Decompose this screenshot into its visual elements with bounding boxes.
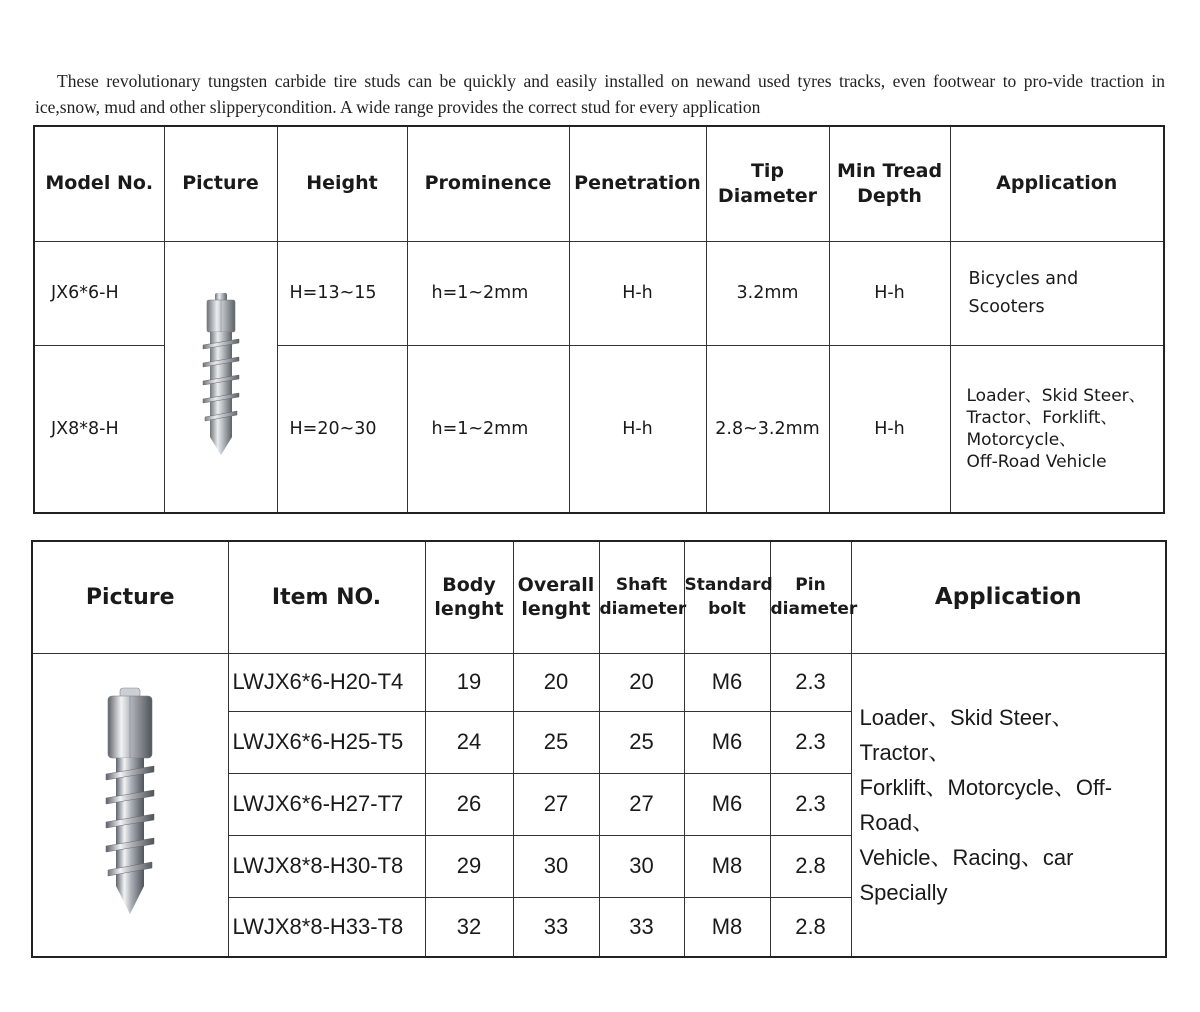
item-no-cell: LWJX8*8-H30-T8 — [228, 835, 425, 897]
standard-bolt-cell: M8 — [684, 897, 770, 957]
shaft-diameter-cell: 20 — [599, 653, 684, 711]
header-standard-bolt: Standard bolt — [684, 541, 770, 653]
application-cell: Loader、Skid Steer、 Tractor、Forklift、 Motorcycle、 Off-Road Vehicle — [950, 345, 1164, 513]
body-length-cell: 26 — [425, 773, 513, 835]
overall-length-cell: 27 — [513, 773, 599, 835]
shaft-diameter-cell: 25 — [599, 711, 684, 773]
header-picture: Picture — [164, 126, 277, 241]
standard-bolt-cell: M8 — [684, 835, 770, 897]
standard-bolt-cell: M6 — [684, 653, 770, 711]
table-row — [34, 241, 1164, 345]
pin-diameter-cell: 2.3 — [770, 653, 851, 711]
header-overall-length: Overall lenght — [513, 541, 599, 653]
body-length-cell: 29 — [425, 835, 513, 897]
tip-diameter-cell: 3.2mm — [706, 241, 829, 345]
overall-length-cell: 33 — [513, 897, 599, 957]
body-length-cell: 32 — [425, 897, 513, 957]
intro-paragraph: These revolutionary tungsten carbide tire studs can be quickly and easily installed on newand used tyres tracks, even footwear to pro-vide traction in ice,snow, mud and other slipperycondition. A wide range provides the correct stud for every application — [35, 70, 1165, 117]
item-no-cell: LWJX6*6-H25-T5 — [228, 711, 425, 773]
shaft-diameter-cell: 27 — [599, 773, 684, 835]
table1-header-row — [34, 126, 1164, 241]
item-no-cell: LWJX6*6-H20-T4 — [228, 653, 425, 711]
header-item-no: Item NO. — [228, 541, 425, 653]
height-cell: H=20~30 — [277, 345, 407, 513]
standard-bolt-cell: M6 — [684, 711, 770, 773]
header-application: Application — [851, 541, 1166, 653]
body-length-cell: 19 — [425, 653, 513, 711]
table2-header-row — [32, 541, 1166, 653]
table-row — [32, 653, 1166, 711]
item-no-cell: LWJX8*8-H33-T8 — [228, 897, 425, 957]
pin-diameter-cell: 2.3 — [770, 711, 851, 773]
application-cell: Loader、Skid Steer、Tractor、 Forklift、Motorcycle、Off-Road、 Vehicle、Racing、car Specially — [851, 653, 1166, 957]
header-penetration: Penetration — [569, 126, 706, 241]
header-body-length: Body lenght — [425, 541, 513, 653]
header-height: Height — [277, 126, 407, 241]
stud-spec-table — [33, 125, 1165, 514]
tread-depth-cell: H-h — [829, 345, 950, 513]
picture-cell — [32, 653, 228, 957]
header-prominence: Prominence — [407, 126, 569, 241]
tire-stud-large-icon — [90, 682, 170, 922]
header-min-tread-depth: Min Tread Depth — [829, 126, 950, 241]
prominence-cell: h=1~2mm — [407, 241, 569, 345]
model-cell: JX6*6-H — [34, 241, 164, 345]
overall-length-cell: 20 — [513, 653, 599, 711]
pin-diameter-cell: 2.3 — [770, 773, 851, 835]
picture-cell — [164, 241, 277, 513]
header-model: Model No. — [34, 126, 164, 241]
penetration-cell: H-h — [569, 241, 706, 345]
pin-diameter-cell: 2.8 — [770, 835, 851, 897]
penetration-cell: H-h — [569, 345, 706, 513]
body-length-cell: 24 — [425, 711, 513, 773]
standard-bolt-cell: M6 — [684, 773, 770, 835]
header-picture: Picture — [32, 541, 228, 653]
overall-length-cell: 25 — [513, 711, 599, 773]
tire-stud-small-icon — [191, 289, 251, 459]
header-pin-diameter: Pin diameter — [770, 541, 851, 653]
height-cell: H=13~15 — [277, 241, 407, 345]
tip-diameter-cell: 2.8~3.2mm — [706, 345, 829, 513]
header-application: Application — [950, 126, 1164, 241]
item-no-cell: LWJX6*6-H27-T7 — [228, 773, 425, 835]
header-shaft-diameter: Shaft diameter — [599, 541, 684, 653]
application-cell: Bicycles and Scooters — [950, 241, 1164, 345]
item-spec-table — [31, 540, 1167, 958]
prominence-cell: h=1~2mm — [407, 345, 569, 513]
pin-diameter-cell: 2.8 — [770, 897, 851, 957]
tread-depth-cell: H-h — [829, 241, 950, 345]
shaft-diameter-cell: 33 — [599, 897, 684, 957]
model-cell: JX8*8-H — [34, 345, 164, 513]
overall-length-cell: 30 — [513, 835, 599, 897]
header-tip-diameter: Tip Diameter — [706, 126, 829, 241]
shaft-diameter-cell: 30 — [599, 835, 684, 897]
